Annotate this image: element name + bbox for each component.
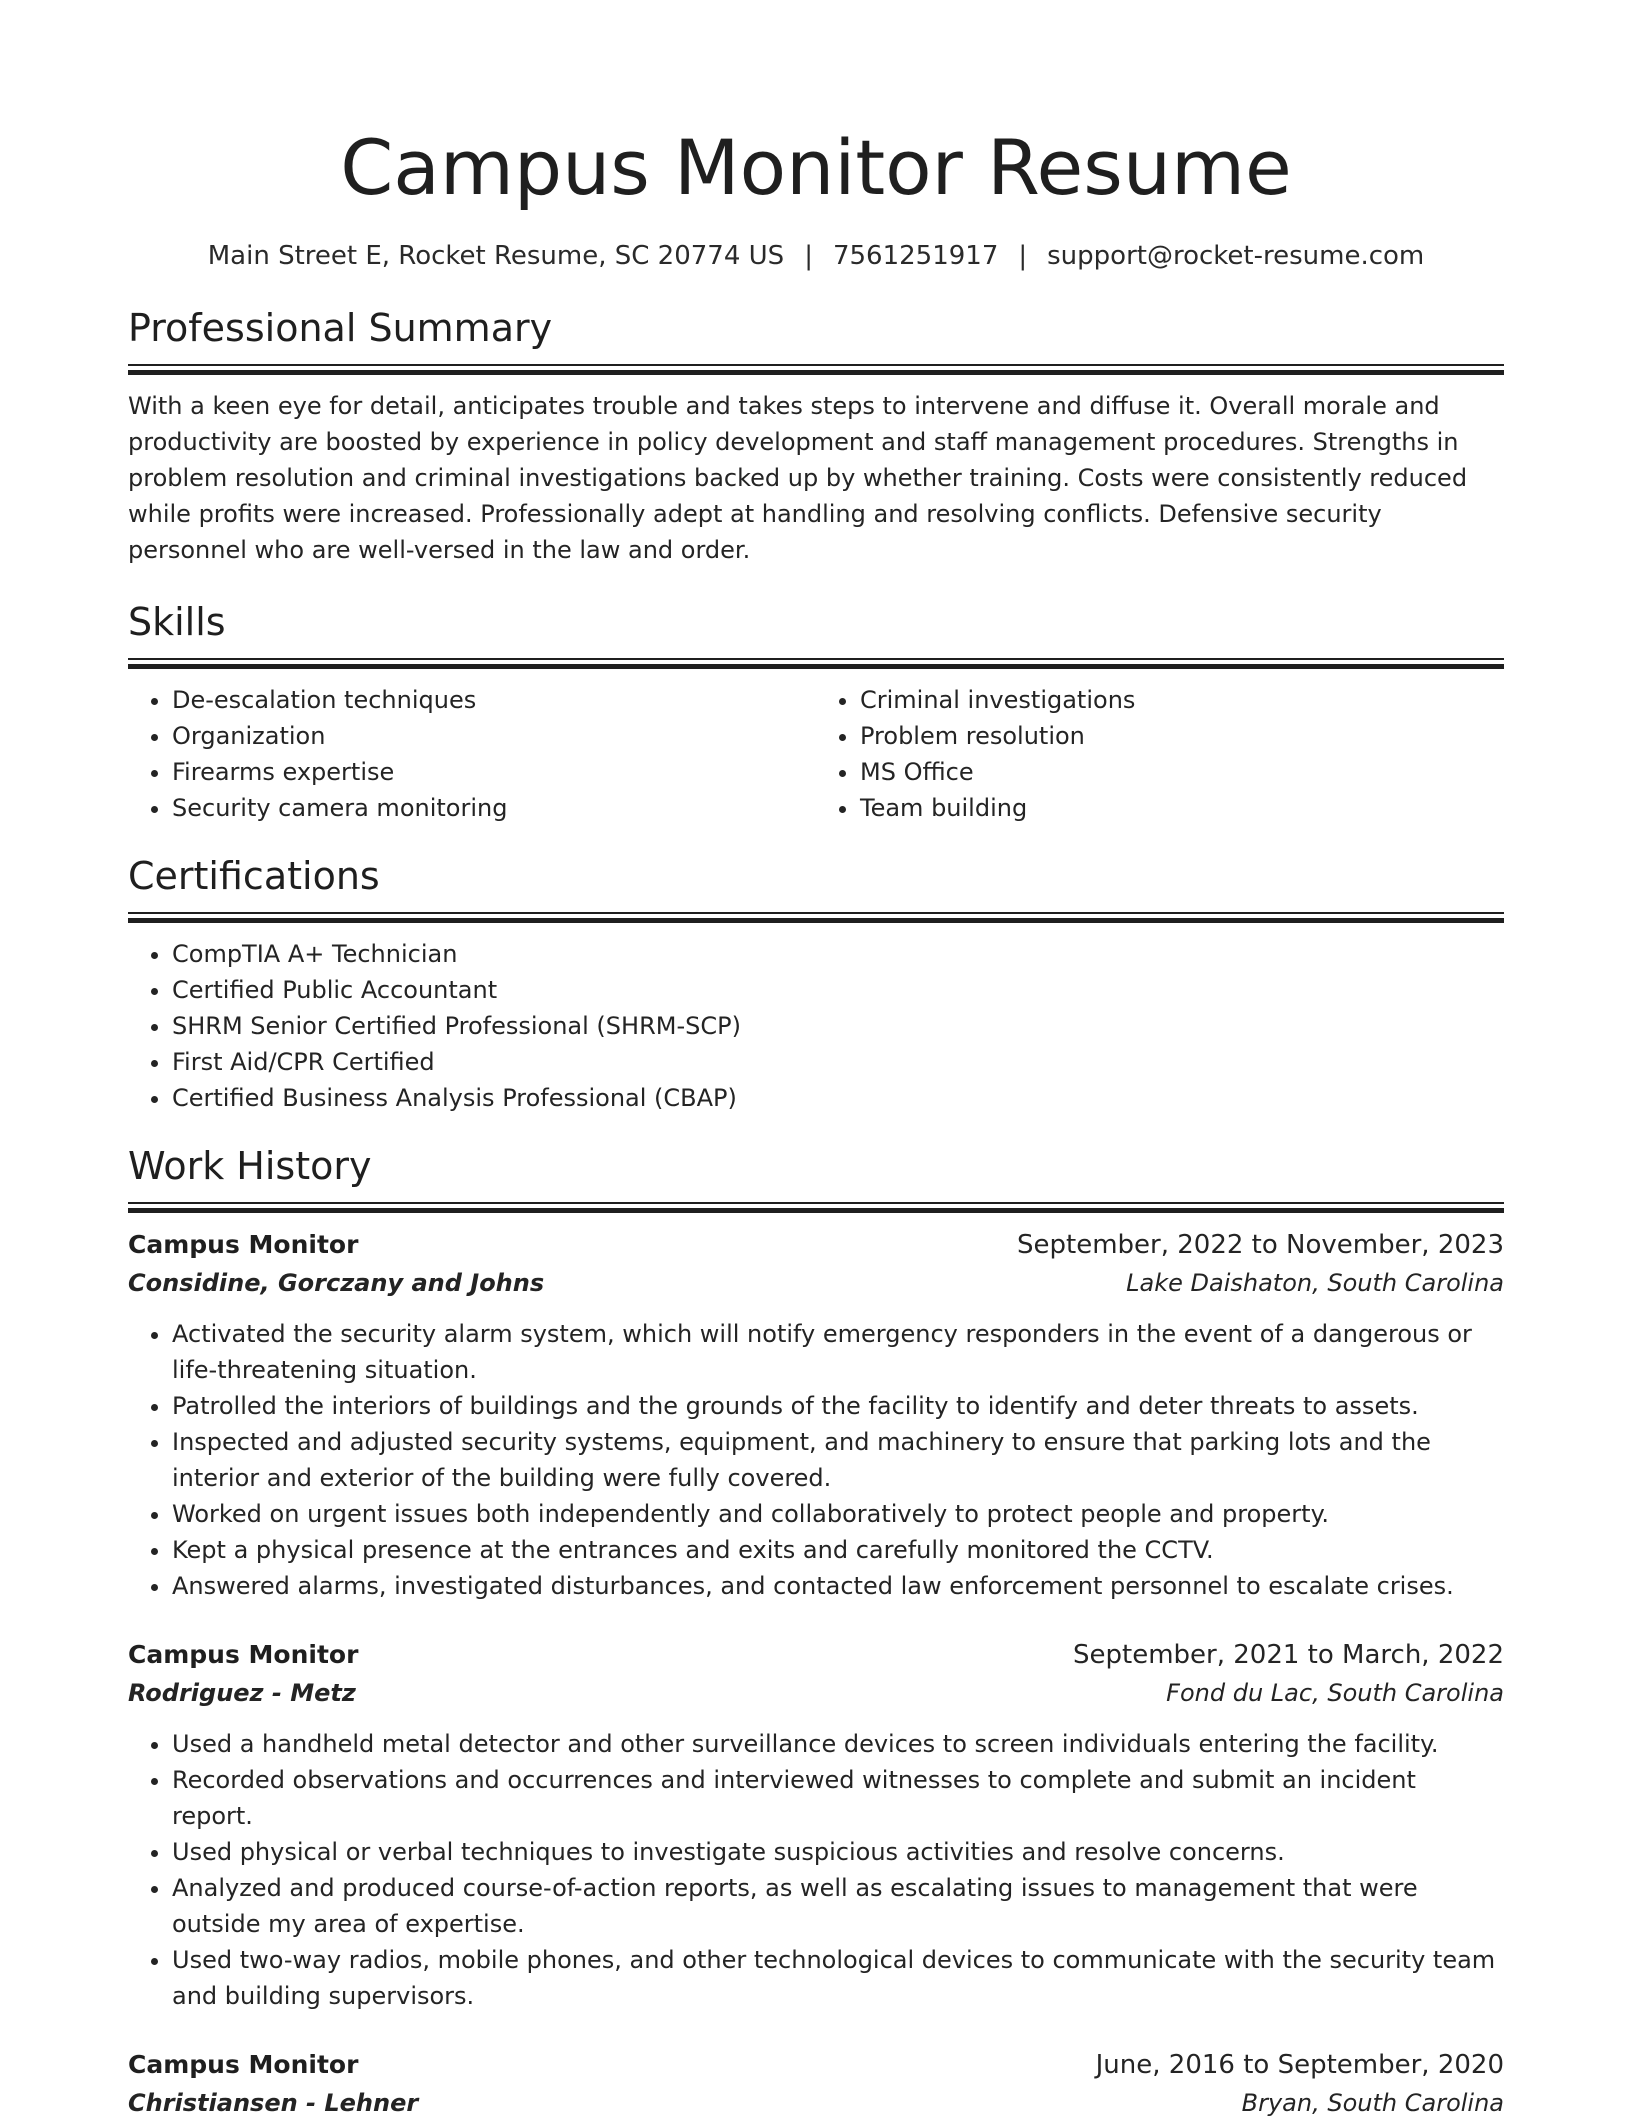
section-title: Skills	[128, 600, 226, 644]
certifications-list	[128, 936, 1504, 1116]
job-bullet: • Answered alarms, investigated disturbances, and contacted law enforcement personnel to escalate crises.	[172, 1568, 1504, 1604]
job-bullets	[128, 1316, 1504, 1604]
contact-line	[128, 238, 1504, 274]
skill-item: • De-escalation techniques	[172, 682, 816, 718]
skills-columns	[128, 682, 1504, 826]
separator: |	[1018, 241, 1028, 271]
job-bullet: • Analyzed and produced course-of-action reports, as well as escalating issues to management that were outside my area of expertise.	[172, 1870, 1504, 1942]
phone: 7561251917	[832, 241, 999, 271]
job-bullet: • Recorded observations and occurrences and interviewed witnesses to complete and submit an incident report.	[172, 1762, 1504, 1834]
separator: |	[804, 241, 813, 271]
job-entry	[128, 1636, 1504, 2014]
certification-item: • Certified Public Accountant	[172, 972, 1504, 1008]
section-divider	[128, 364, 1504, 374]
job-bullet: • Used a handheld metal detector and other surveillance devices to screen individuals entering the facility.	[172, 1726, 1504, 1762]
job-location: Lake Daishaton, South Carolina	[1126, 1269, 1504, 1297]
section-divider	[128, 658, 1504, 668]
job-bullet: • Kept a physical presence at the entrances and exits and carefully monitored the CCTV.	[172, 1532, 1504, 1568]
certification-item: • CompTIA A+ Technician	[172, 936, 1504, 972]
job-entry	[128, 2046, 1504, 2122]
job-dates: September, 2022 to November, 2023	[1017, 1230, 1504, 1260]
skill-item: • Criminal investigations	[860, 682, 1504, 718]
job-title: Campus Monitor	[128, 1640, 359, 1669]
resume-title: Campus Monitor Resume	[340, 123, 1292, 212]
job-location: Bryan, South Carolina	[1241, 2089, 1504, 2117]
job-bullet: • Inspected and adjusted security systems, equipment, and machinery to ensure that parking lots and the interior and exterior of the building were fully covered.	[172, 1424, 1504, 1496]
section-title: Certifications	[128, 854, 380, 898]
skill-item: • Organization	[172, 718, 816, 754]
job-title: Campus Monitor	[128, 1230, 359, 1259]
job-bullets	[128, 1726, 1504, 2014]
skills-list-left	[128, 682, 816, 826]
certification-item: • Certified Business Analysis Professional (CBAP)	[172, 1080, 1504, 1116]
job-subheader	[128, 1674, 1504, 1712]
address: Main Street E, Rocket Resume, SC 20774 US	[207, 241, 785, 271]
job-header	[128, 1226, 1504, 1264]
job-subheader	[128, 2084, 1504, 2122]
job-dates: June, 2016 to September, 2020	[1095, 2050, 1504, 2080]
section-title: Professional Summary	[128, 306, 553, 350]
job-title: Campus Monitor	[128, 2050, 359, 2079]
job-bullet: • Used physical or verbal techniques to investigate suspicious activities and resolve concerns.	[172, 1834, 1504, 1870]
skill-item: • Security camera monitoring	[172, 790, 816, 826]
email-link[interactable]: support@rocket-resume.com	[1047, 241, 1425, 271]
job-entry	[128, 1226, 1504, 1604]
section-title: Work History	[128, 1144, 372, 1188]
job-bullet: • Activated the security alarm system, which will notify emergency responders in the event of a dangerous or life-threatening situation.	[172, 1316, 1504, 1388]
skill-item: • Team building	[860, 790, 1504, 826]
company-name: Rodriguez - Metz	[128, 1679, 356, 1707]
skills-list-right	[816, 682, 1504, 826]
certification-item: • SHRM Senior Certified Professional (SHRM-SCP)	[172, 1008, 1504, 1044]
job-bullet: • Used two-way radios, mobile phones, and other technological devices to communicate with the security team and building supervisors.	[172, 1942, 1504, 2014]
job-dates: September, 2021 to March, 2022	[1073, 1640, 1504, 1670]
job-location: Fond du Lac, South Carolina	[1166, 1679, 1504, 1707]
company-name: Considine, Gorczany and Johns	[128, 1269, 545, 1297]
section-divider	[128, 912, 1504, 922]
job-bullet: • Patrolled the interiors of buildings and the grounds of the facility to identify and deter threats to assets.	[172, 1388, 1504, 1424]
work-history-section	[128, 1142, 1504, 2122]
skill-item: • Firearms expertise	[172, 754, 816, 790]
company-name: Christiansen - Lehner	[128, 2089, 419, 2117]
job-subheader	[128, 1264, 1504, 1302]
job-header	[128, 2046, 1504, 2084]
skill-item: • MS Office	[860, 754, 1504, 790]
summary-text: With a keen eye for detail, anticipates trouble and takes steps to intervene and diffuse it. Overall morale and productivity are boosted by experience in policy development and staff management procedures. Strengths in problem resolution and criminal investigations backed up by whether training. Costs were consistently reduced while profits were increased. Professionally adept at handling and resolving conflicts. Defensive security personnel who are well-versed in the law and order.	[128, 392, 1468, 564]
job-header	[128, 1636, 1504, 1674]
resume-page	[128, 118, 1504, 2122]
certifications-section	[128, 852, 1504, 1116]
skill-item: • Problem resolution	[860, 718, 1504, 754]
skills-section	[128, 598, 1504, 826]
section-divider	[128, 1202, 1504, 1212]
summary-section	[128, 304, 1504, 568]
certification-item: • First Aid/CPR Certified	[172, 1044, 1504, 1080]
job-bullet: • Worked on urgent issues both independently and collaboratively to protect people and property.	[172, 1496, 1504, 1532]
